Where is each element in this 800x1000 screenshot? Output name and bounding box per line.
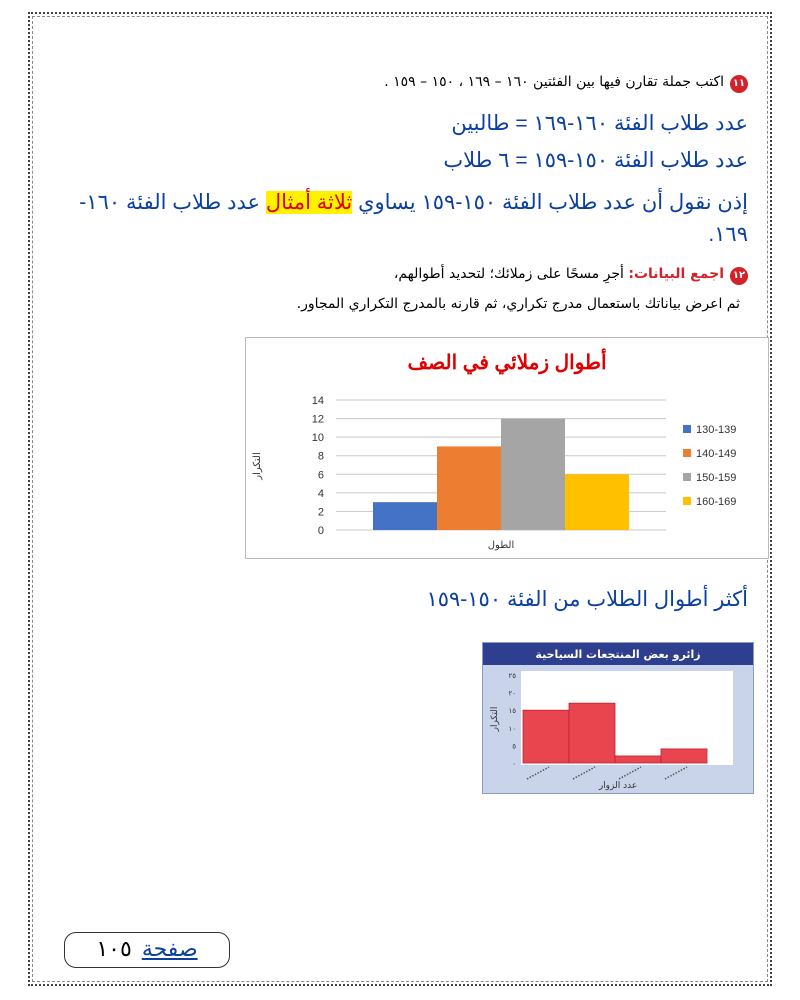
resorts-chart-svg (483, 643, 753, 793)
question-11-text: اكتب جملة تقارن فيها بين الفئتين ١٦٠ – ١٦٩ ، ١٥٠ – ١٥٩ . (384, 74, 724, 90)
question-12-title: اجمع البيانات: (628, 266, 724, 282)
y-tick-label: 14 (311, 395, 324, 407)
bar (661, 749, 707, 763)
resorts-y-axis-label: التكرار (490, 706, 500, 732)
legend-label: 130-139 (696, 424, 737, 436)
resorts-histogram (482, 642, 754, 794)
y-tick-label: 4 (317, 487, 324, 500)
y-tick-label: 12 (311, 413, 324, 426)
question-12-line-2: ثم اعرض بياناتك باستعمال مدرج تكراري، ثم قارنه بالمدرج التكراري المجاور. (296, 296, 740, 312)
y-tick-label: 2 (317, 506, 324, 519)
x-tick-label (619, 767, 641, 779)
y-axis-label: التكرار (252, 452, 263, 480)
heights-chart-svg (246, 338, 768, 558)
y-tick-label: ٢٠ (508, 689, 516, 698)
highlighted-phrase: ثلاثة أمثال (265, 191, 353, 214)
chart-legend (683, 424, 736, 508)
answer-line-1: عدد طلاب الفئة ١٦٠-١٦٩ = طالبين (451, 112, 748, 135)
y-tick-label: ٥ (512, 742, 516, 751)
legend-swatch (683, 449, 691, 457)
legend-label: 140-149 (696, 448, 737, 460)
x-tick-label (527, 767, 549, 779)
x-tick-label (665, 767, 687, 779)
bar (615, 756, 661, 763)
y-tick-label: ١٥ (508, 707, 516, 716)
resorts-y-ticks (508, 672, 516, 768)
y-tick-label: ٠ (512, 760, 516, 768)
page-number-badge (64, 932, 230, 968)
answer-line-2: عدد طلاب الفئة ١٥٠-١٥٩ = ٦ طلاب (443, 149, 748, 172)
answer-line-3 (79, 190, 748, 215)
page-label: صفحة (141, 937, 198, 962)
legend-swatch (683, 497, 691, 505)
resorts-chart-title: زائرو بعض المنتجعات السياحية (535, 648, 701, 661)
page-number: ١٠٥ (96, 937, 132, 962)
bar-140-149 (437, 446, 501, 530)
answer-line-4: ١٦٩. (708, 223, 748, 246)
answer-line-3-end: عدد طلاب الفئة ١٦٠- (79, 191, 266, 214)
chart-y-ticks (312, 395, 324, 537)
question-number-badge: ١٢ (730, 267, 748, 285)
chart-title: أطوال زملائي في الصف (407, 352, 607, 374)
heights-histogram (245, 337, 769, 559)
legend-swatch (683, 473, 691, 481)
answer-line-3-start: إذن نقول أن عدد طلاب الفئة ١٥٠-١٥٩ يساوي (352, 191, 748, 214)
resorts-x-ticks (527, 767, 687, 779)
y-tick-label: 0 (317, 525, 324, 537)
x-tick-label (573, 767, 595, 779)
bar-160-169 (565, 474, 629, 530)
y-tick-label: 10 (311, 432, 324, 445)
y-tick-label: 6 (317, 469, 324, 482)
legend-label: 150-159 (696, 472, 737, 484)
y-tick-label: ٢٥ (508, 672, 516, 680)
bar (523, 710, 569, 763)
bar-130-139 (373, 502, 437, 530)
bar-150-159 (501, 419, 565, 530)
question-12 (394, 266, 748, 285)
conclusion-text: أكثر أطوال الطلاب من الفئة ١٥٠-١٥٩ (426, 588, 748, 611)
question-number-badge: ١١ (730, 75, 748, 93)
x-axis-label: الطول (487, 540, 515, 551)
bar (569, 703, 615, 763)
y-tick-label: 8 (317, 450, 324, 463)
resorts-x-axis-label: عدد الزوار (598, 781, 638, 791)
question-12-line-1: أجرِ مسحًا على زملائك؛ لتحديد أطوالهم، (393, 266, 629, 282)
question-11 (384, 74, 748, 93)
legend-swatch (683, 425, 691, 433)
y-tick-label: ١٠ (508, 724, 516, 733)
legend-label: 160-169 (696, 496, 737, 508)
